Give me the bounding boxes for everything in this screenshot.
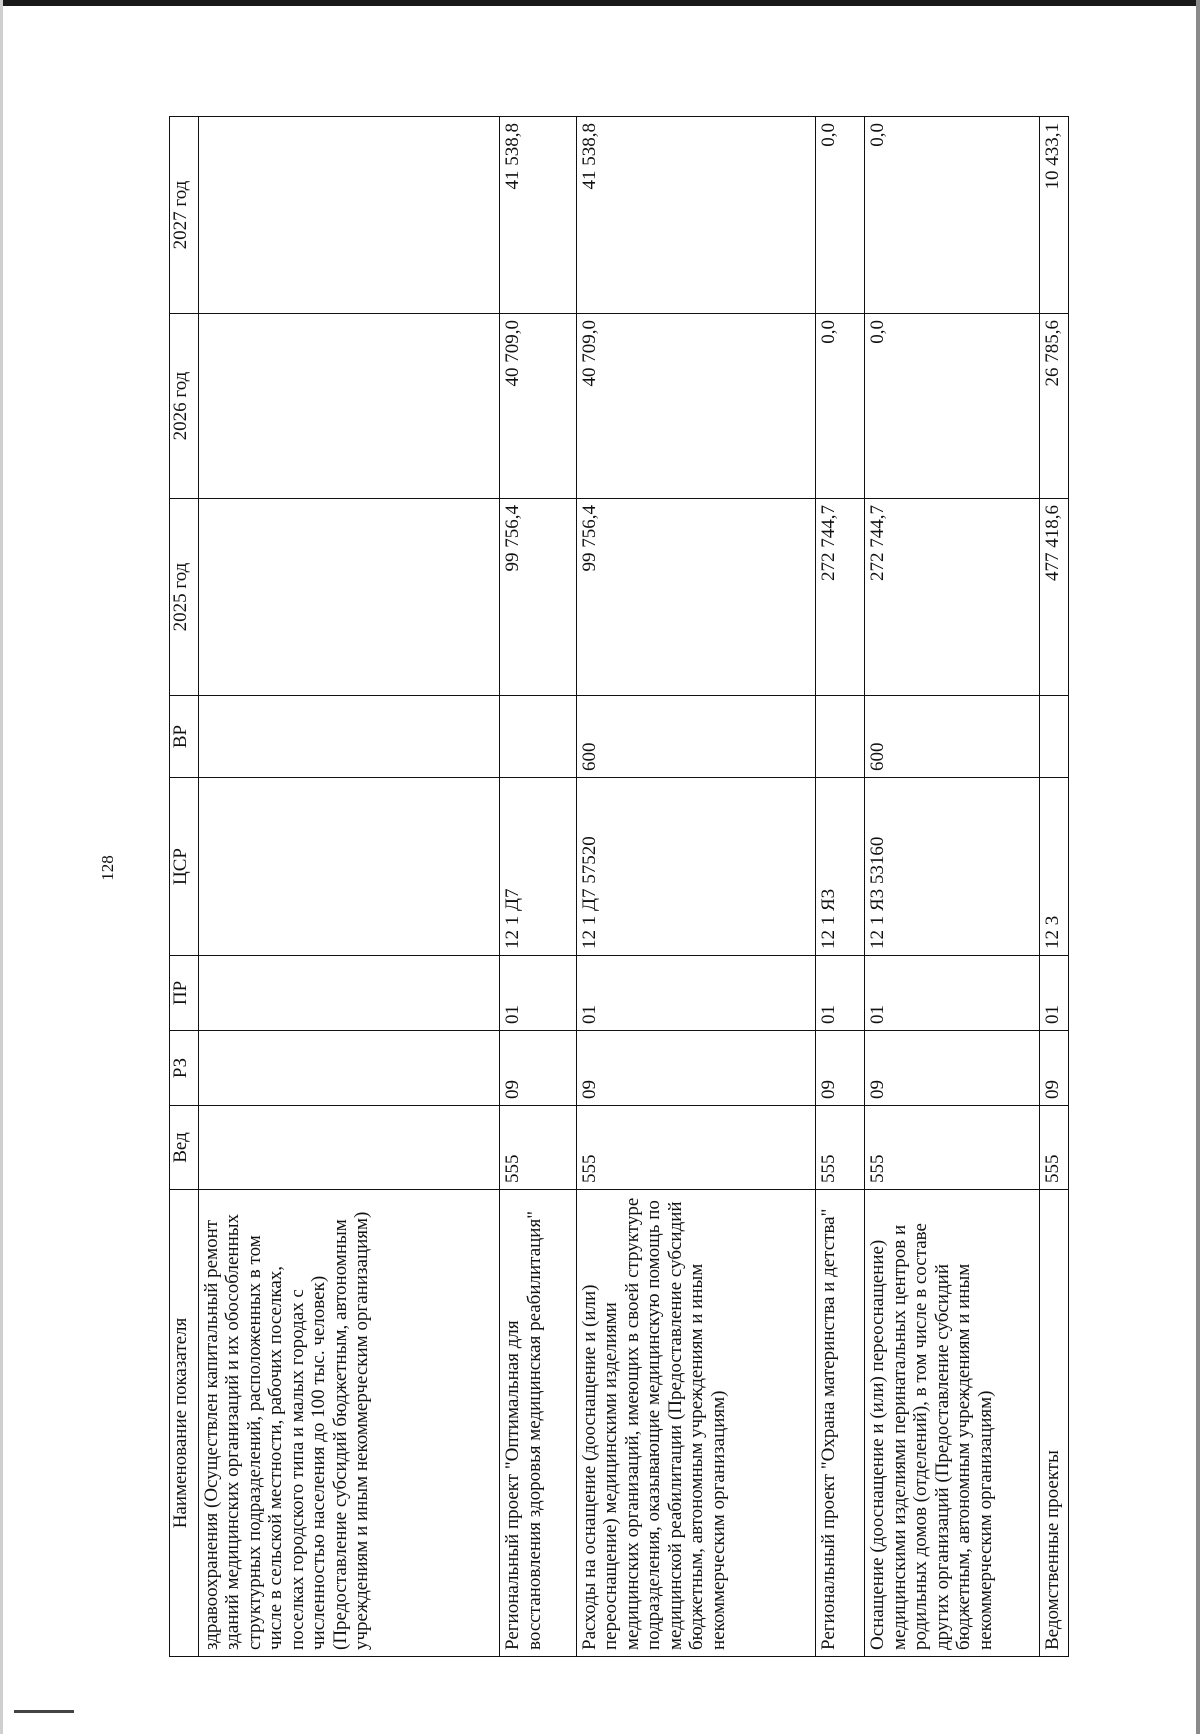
cell-rz [199, 1031, 500, 1106]
cell-2027: 10 433,1 [1039, 117, 1068, 314]
cell-vr: 600 [576, 696, 815, 778]
cell-ved: 555 [815, 1106, 865, 1190]
cell-name: Региональный проект "Оптимальная для восстановления здоровья медицинская реабилитация" [500, 1190, 577, 1657]
cell-name: Оснащение (дооснащение и (или) переоснащение) медицинскими изделиями перинатальных центров и родильных домов (отделений), в том числе в составе других организаций (Предоставление субсидий бюджетным, автономным учреждениям и иным некоммерческим организациям) [865, 1190, 1039, 1657]
cell-ved [199, 1106, 500, 1190]
cell-pr [199, 956, 500, 1031]
cell-csr: 12 1 Д7 [500, 778, 577, 956]
budget-table-container [169, 117, 1069, 1657]
cell-2026: 40 709,0 [576, 314, 815, 499]
cell-vr [199, 696, 500, 778]
cell-2027: 0,0 [865, 117, 1039, 314]
cell-2027 [199, 117, 500, 314]
cell-2025: 272 744,7 [865, 499, 1039, 696]
scan-mark [14, 1710, 74, 1713]
cell-2026 [199, 314, 500, 499]
page-number [96, 848, 120, 888]
cell-2025: 477 418,6 [1039, 499, 1068, 696]
scan-edge-top [0, 0, 1200, 6]
cell-name: Ведомственные проекты [1039, 1190, 1068, 1657]
cell-pr: 01 [1039, 956, 1068, 1031]
cell-ved: 555 [1039, 1106, 1068, 1190]
table-row [199, 117, 500, 1657]
cell-csr [199, 778, 500, 956]
header-vr: ВР [170, 696, 199, 778]
cell-2025: 99 756,4 [576, 499, 815, 696]
header-name: Наименование показателя [170, 1190, 199, 1657]
cell-2025 [199, 499, 500, 696]
budget-table [169, 116, 1069, 1657]
cell-vr [1039, 696, 1068, 778]
header-ved: Вед [170, 1106, 199, 1190]
cell-ved: 555 [576, 1106, 815, 1190]
cell-rz: 09 [576, 1031, 815, 1106]
cell-2027: 41 538,8 [500, 117, 577, 314]
header-rz: РЗ [170, 1031, 199, 1106]
cell-2027: 0,0 [815, 117, 865, 314]
cell-pr: 01 [576, 956, 815, 1031]
cell-name: Региональный проект "Охрана материнства и детства" [815, 1190, 865, 1657]
cell-2026: 0,0 [865, 314, 1039, 499]
cell-2026: 0,0 [815, 314, 865, 499]
header-2026: 2026 год [170, 314, 199, 499]
cell-vr [815, 696, 865, 778]
cell-csr: 12 1 Д7 57520 [576, 778, 815, 956]
cell-vr: 600 [865, 696, 1039, 778]
table-row [815, 117, 865, 1657]
cell-2026: 26 785,6 [1039, 314, 1068, 499]
table-row [1039, 117, 1068, 1657]
header-csr: ЦСР [170, 778, 199, 956]
cell-rz: 09 [865, 1031, 1039, 1106]
cell-2027: 41 538,8 [576, 117, 815, 314]
table-row [576, 117, 815, 1657]
cell-2025: 99 756,4 [500, 499, 577, 696]
cell-ved: 555 [865, 1106, 1039, 1190]
header-2027: 2027 год [170, 117, 199, 314]
table-row [865, 117, 1039, 1657]
header-pr: ПР [170, 956, 199, 1031]
cell-csr: 12 3 [1039, 778, 1068, 956]
cell-rz: 09 [1039, 1031, 1068, 1106]
header-2025: 2025 год [170, 499, 199, 696]
cell-pr: 01 [815, 956, 865, 1031]
cell-ved: 555 [500, 1106, 577, 1190]
cell-2026: 40 709,0 [500, 314, 577, 499]
cell-csr: 12 1 Я3 53160 [865, 778, 1039, 956]
cell-rz: 09 [815, 1031, 865, 1106]
cell-name: здравоохранения (Осуществлен капитальный ремонт зданий медицинских организаций и их обособленных структурных подразделений, расположенных в том числе в сельской местности, рабочих поселках, поселках городского типа и малых городах с численностью населения до 100 тыс. человек) (Предоставление субсидий бюджетным, автономным учреждениям и иным некоммерческим организациям) [199, 1190, 500, 1657]
cell-pr: 01 [500, 956, 577, 1031]
scan-edge-right [1196, 0, 1200, 1734]
cell-2025: 272 744,7 [815, 499, 865, 696]
scan-edge-left [0, 0, 3, 1734]
cell-rz: 09 [500, 1031, 577, 1106]
cell-name: Расходы на оснащение (дооснащение и (или) переоснащение) медицинскими изделиями медицинских организаций, имеющих в своей структуре подразделения, оказывающие медицинскую помощь по медицинской реабилитации (Предоставление субсидий бюджетным, автономным учреждениям и иным некоммерческим организациям) [576, 1190, 815, 1657]
page-number-text: 128 [98, 855, 117, 881]
cell-csr: 12 1 Я3 [815, 778, 865, 956]
cell-vr [500, 696, 577, 778]
table-row [500, 117, 577, 1657]
cell-pr: 01 [865, 956, 1039, 1031]
table-header-row [170, 117, 199, 1657]
